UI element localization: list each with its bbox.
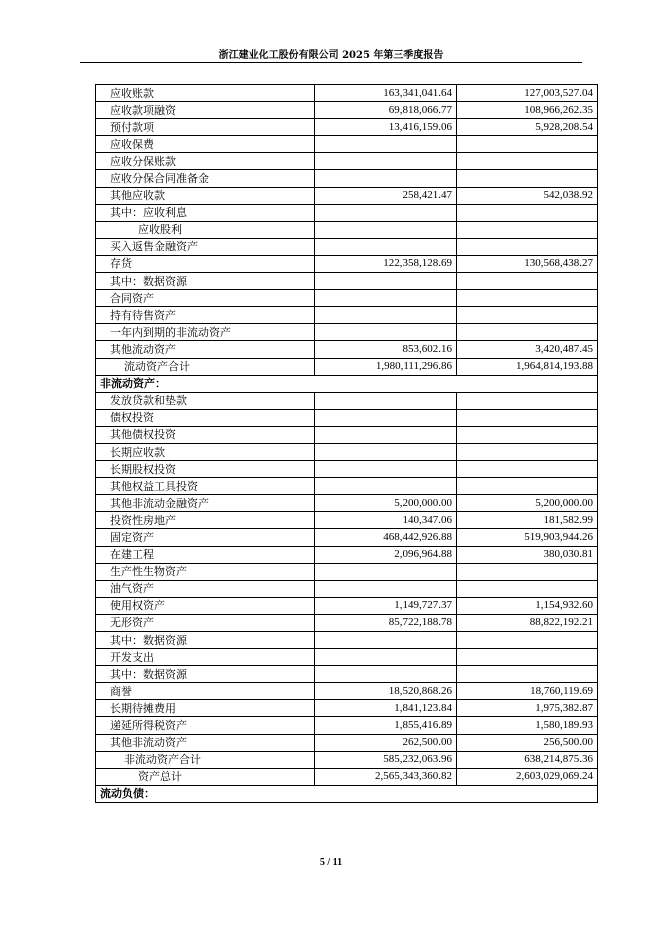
table-row <box>96 341 598 358</box>
current-period-value <box>315 461 457 478</box>
row-label: 债权投资 <box>96 409 315 426</box>
row-label: 长期股权投资 <box>96 461 315 478</box>
table-row <box>96 768 598 785</box>
previous-period-value <box>457 443 598 460</box>
table-row <box>96 512 598 529</box>
page-number: 5 / 11 <box>319 857 343 868</box>
current-period-value <box>315 204 457 221</box>
row-label: 投资性房地产 <box>96 512 315 529</box>
previous-period-value <box>457 392 598 409</box>
row-label: 其他权益工具投资 <box>96 478 315 495</box>
table-row <box>96 461 598 478</box>
table-row <box>96 734 598 751</box>
previous-period-value: 127,003,527.04 <box>457 85 598 102</box>
header-rule <box>80 62 582 63</box>
table-row <box>96 273 598 290</box>
current-period-value: 1,980,111,296.86 <box>315 358 457 375</box>
row-label: 应收股利 <box>96 221 315 238</box>
current-period-value <box>315 238 457 255</box>
previous-period-value <box>457 290 598 307</box>
previous-period-value <box>457 426 598 443</box>
row-label: 应收款项融资 <box>96 102 315 119</box>
table-row <box>96 102 598 119</box>
table-row <box>96 751 598 768</box>
current-period-value <box>315 136 457 153</box>
previous-period-value <box>457 238 598 255</box>
row-label: 商誉 <box>96 683 315 700</box>
previous-period-value: 130,568,438.27 <box>457 255 598 272</box>
current-period-value: 2,565,343,360.82 <box>315 768 457 785</box>
current-period-value <box>315 153 457 170</box>
previous-period-value <box>457 136 598 153</box>
row-label: 长期应收款 <box>96 443 315 460</box>
row-label: 其中：数据资源 <box>96 666 315 683</box>
row-label: 其他非流动金融资产 <box>96 495 315 512</box>
table-row <box>96 119 598 136</box>
previous-period-value <box>457 307 598 324</box>
previous-period-value <box>457 461 598 478</box>
previous-period-value <box>457 153 598 170</box>
row-label: 合同资产 <box>96 290 315 307</box>
table-row <box>96 597 598 614</box>
balance-sheet-table <box>95 84 598 803</box>
row-label: 其他流动资产 <box>96 341 315 358</box>
current-period-value: 258,421.47 <box>315 187 457 204</box>
current-period-value: 1,855,416.89 <box>315 717 457 734</box>
previous-period-value <box>457 273 598 290</box>
row-label: 其中：数据资源 <box>96 632 315 649</box>
table-row <box>96 529 598 546</box>
previous-period-value: 1,580,189.93 <box>457 717 598 734</box>
previous-period-value <box>457 204 598 221</box>
current-period-value <box>315 273 457 290</box>
report-header: 浙江建业化工股份有限公司 2025 年第三季度报告 <box>218 50 444 61</box>
table-row <box>96 478 598 495</box>
current-period-value: 468,442,926.88 <box>315 529 457 546</box>
current-period-value: 585,232,063.96 <box>315 751 457 768</box>
previous-period-value: 3,420,487.45 <box>457 341 598 358</box>
previous-period-value: 1,154,932.60 <box>457 597 598 614</box>
row-label: 应收账款 <box>96 85 315 102</box>
current-period-value: 122,358,128.69 <box>315 255 457 272</box>
row-label: 存货 <box>96 255 315 272</box>
current-period-value <box>315 221 457 238</box>
previous-period-value <box>457 324 598 341</box>
row-label: 应收保费 <box>96 136 315 153</box>
table-row <box>96 546 598 563</box>
row-label: 流动资产合计 <box>96 358 315 375</box>
table-row <box>96 580 598 597</box>
row-label: 一年内到期的非流动资产 <box>96 324 315 341</box>
table-row <box>96 170 598 187</box>
current-period-value <box>315 443 457 460</box>
table-row <box>96 649 598 666</box>
row-label: 预付款项 <box>96 119 315 136</box>
row-label: 长期待摊费用 <box>96 700 315 717</box>
previous-period-value <box>457 409 598 426</box>
table-row <box>96 153 598 170</box>
previous-period-value <box>457 170 598 187</box>
current-period-value <box>315 307 457 324</box>
table-row <box>96 666 598 683</box>
row-label: 应收分保合同准备金 <box>96 170 315 187</box>
previous-period-value <box>457 666 598 683</box>
section-heading: 流动负债： <box>96 785 598 802</box>
table-row <box>96 238 598 255</box>
row-label: 无形资产 <box>96 614 315 631</box>
current-period-value <box>315 649 457 666</box>
current-period-value: 853,602.16 <box>315 341 457 358</box>
table-row <box>96 632 598 649</box>
table-row <box>96 683 598 700</box>
table-row <box>96 324 598 341</box>
row-label: 其中：数据资源 <box>96 273 315 290</box>
previous-period-value: 18,760,119.69 <box>457 683 598 700</box>
row-label: 递延所得税资产 <box>96 717 315 734</box>
table-row <box>96 392 598 409</box>
table-row <box>96 495 598 512</box>
table-row <box>96 85 598 102</box>
table-row <box>96 443 598 460</box>
current-period-value: 140,347.06 <box>315 512 457 529</box>
balance-sheet-body <box>96 85 598 803</box>
row-label: 其他应收款 <box>96 187 315 204</box>
table-row <box>96 187 598 204</box>
table-row <box>96 221 598 238</box>
current-period-value <box>315 324 457 341</box>
section-row <box>96 785 598 802</box>
table-row <box>96 255 598 272</box>
previous-period-value: 1,975,382.87 <box>457 700 598 717</box>
table-row <box>96 717 598 734</box>
table-row <box>96 136 598 153</box>
row-label: 固定资产 <box>96 529 315 546</box>
section-row <box>96 375 598 392</box>
current-period-value: 1,841,123.84 <box>315 700 457 717</box>
previous-period-value: 88,822,192.21 <box>457 614 598 631</box>
row-label: 应收分保账款 <box>96 153 315 170</box>
current-period-value: 18,520,868.26 <box>315 683 457 700</box>
previous-period-value: 638,214,875.36 <box>457 751 598 768</box>
current-period-value <box>315 409 457 426</box>
row-label: 其他非流动资产 <box>96 734 315 751</box>
current-period-value <box>315 666 457 683</box>
row-label: 使用权资产 <box>96 597 315 614</box>
previous-period-value: 5,200,000.00 <box>457 495 598 512</box>
table-row <box>96 426 598 443</box>
current-period-value <box>315 392 457 409</box>
previous-period-value: 380,030.81 <box>457 546 598 563</box>
row-label: 其中：应收利息 <box>96 204 315 221</box>
current-period-value: 69,818,066.77 <box>315 102 457 119</box>
row-label: 其他债权投资 <box>96 426 315 443</box>
table-row <box>96 614 598 631</box>
previous-period-value: 542,038.92 <box>457 187 598 204</box>
row-label: 资产总计 <box>96 768 315 785</box>
current-period-value: 262,500.00 <box>315 734 457 751</box>
row-label: 发放贷款和垫款 <box>96 392 315 409</box>
current-period-value <box>315 580 457 597</box>
table-row <box>96 358 598 375</box>
current-period-value <box>315 478 457 495</box>
current-period-value: 13,416,159.06 <box>315 119 457 136</box>
row-label: 生产性生物资产 <box>96 563 315 580</box>
previous-period-value: 108,966,262.35 <box>457 102 598 119</box>
previous-period-value: 1,964,814,193.88 <box>457 358 598 375</box>
previous-period-value <box>457 580 598 597</box>
current-period-value: 163,341,041.64 <box>315 85 457 102</box>
row-label: 持有待售资产 <box>96 307 315 324</box>
previous-period-value <box>457 221 598 238</box>
previous-period-value: 519,903,944.26 <box>457 529 598 546</box>
previous-period-value <box>457 632 598 649</box>
table-row <box>96 563 598 580</box>
row-label: 油气资产 <box>96 580 315 597</box>
current-period-value <box>315 290 457 307</box>
previous-period-value: 2,603,029,069.24 <box>457 768 598 785</box>
current-period-value: 1,149,727.37 <box>315 597 457 614</box>
current-period-value <box>315 632 457 649</box>
section-heading: 非流动资产： <box>96 375 598 392</box>
previous-period-value <box>457 649 598 666</box>
previous-period-value <box>457 563 598 580</box>
current-period-value: 5,200,000.00 <box>315 495 457 512</box>
table-row <box>96 290 598 307</box>
row-label: 在建工程 <box>96 546 315 563</box>
previous-period-value: 181,582.99 <box>457 512 598 529</box>
previous-period-value <box>457 478 598 495</box>
current-period-value <box>315 426 457 443</box>
table-row <box>96 307 598 324</box>
current-period-value: 2,096,964.88 <box>315 546 457 563</box>
current-period-value <box>315 563 457 580</box>
previous-period-value: 256,500.00 <box>457 734 598 751</box>
row-label: 买入返售金融资产 <box>96 238 315 255</box>
table-row <box>96 409 598 426</box>
table-row <box>96 700 598 717</box>
previous-period-value: 5,928,208.54 <box>457 119 598 136</box>
row-label: 非流动资产合计 <box>96 751 315 768</box>
current-period-value: 85,722,188.78 <box>315 614 457 631</box>
row-label: 开发支出 <box>96 649 315 666</box>
current-period-value <box>315 170 457 187</box>
table-row <box>96 204 598 221</box>
